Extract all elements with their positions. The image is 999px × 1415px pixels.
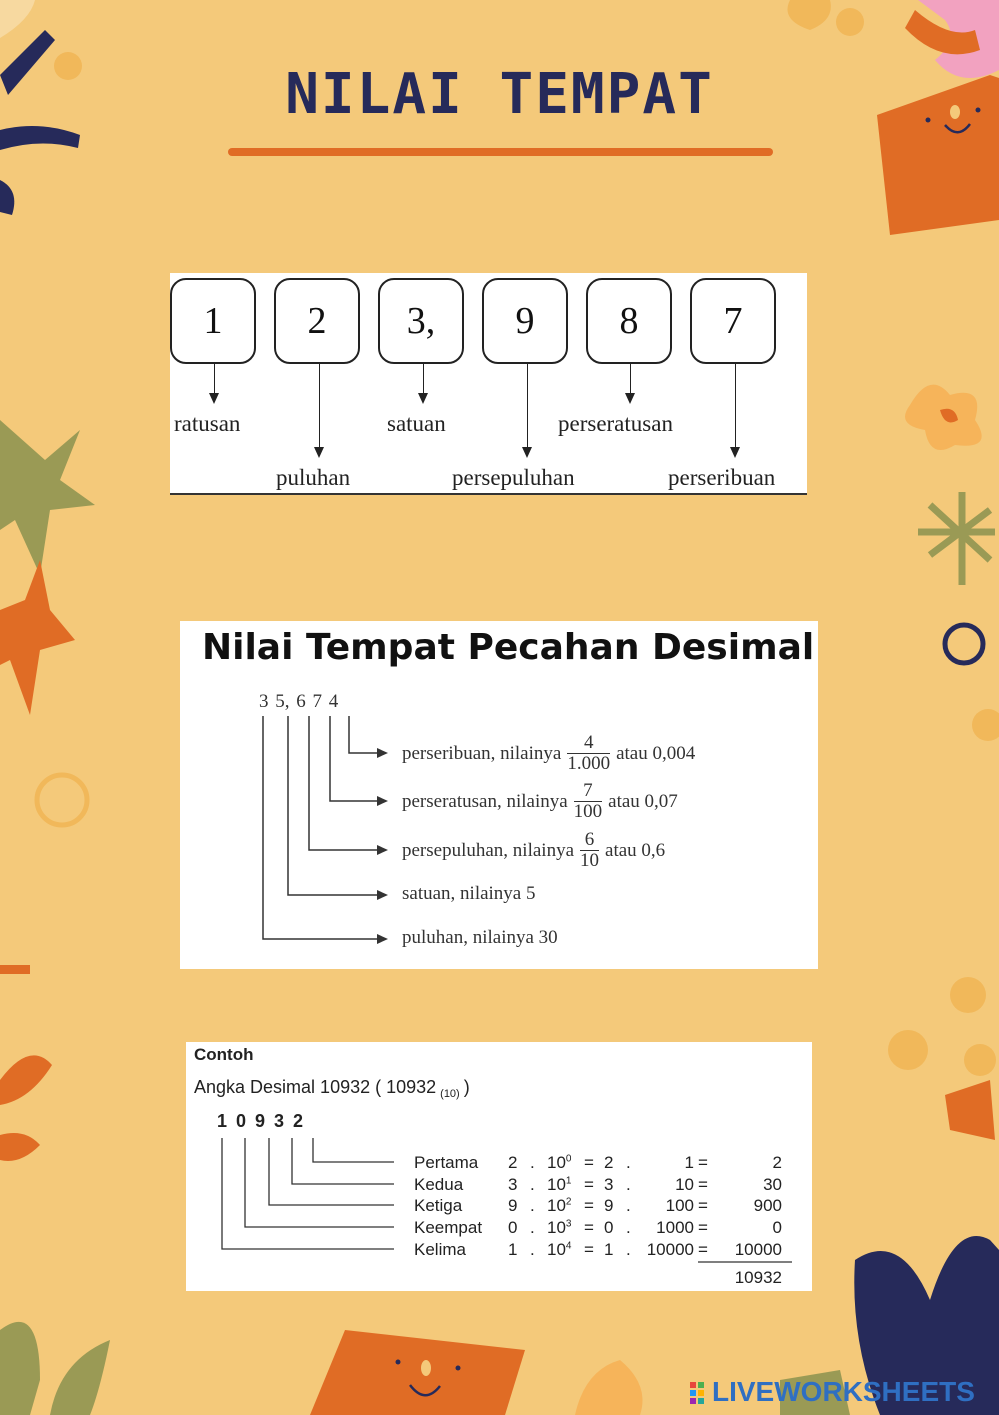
power-value: 10000 (646, 1240, 694, 1259)
decimal-number: 3 5, 6 7 4 (259, 691, 339, 712)
row-digit-2: 2 (604, 1153, 614, 1172)
row-suffix: atau 0,07 (608, 790, 678, 812)
arrow (423, 364, 424, 402)
base-ten: 10 (547, 1240, 566, 1259)
subtitle-subscript: (10) (440, 1088, 460, 1100)
row-suffix: atau 0,6 (605, 839, 666, 861)
decimal-row (402, 733, 695, 774)
decimal-place-value-diagram (180, 621, 818, 969)
exponent: 0 (565, 1153, 572, 1165)
power-base (547, 1240, 571, 1260)
row-digit: 3 (508, 1175, 518, 1194)
place-value-diagram (170, 273, 807, 495)
row-result: 2 (772, 1153, 782, 1172)
power-base (547, 1218, 571, 1238)
exponent: 2 (565, 1196, 572, 1208)
equals: = (698, 1240, 708, 1259)
place-label: perseratusan (558, 411, 673, 436)
row-digit: 9 (508, 1196, 518, 1215)
numerator: 6 (580, 830, 599, 851)
row-name: Keempat (414, 1218, 483, 1237)
subtitle-end: ) (463, 1077, 470, 1097)
row-digit-2: 9 (604, 1196, 614, 1215)
row-name: Pertama (414, 1153, 479, 1172)
exponent: 3 (565, 1218, 572, 1230)
dot: . (626, 1153, 631, 1172)
base-ten: 10 (547, 1153, 566, 1172)
row-digit: 2 (508, 1153, 518, 1172)
equals: = (698, 1218, 708, 1237)
arrow (735, 364, 736, 456)
power-value: 10 (675, 1175, 694, 1194)
fraction (580, 830, 599, 871)
row-digit-2: 3 (604, 1175, 614, 1194)
dot: . (626, 1218, 631, 1237)
power-value: 100 (665, 1196, 694, 1215)
fraction (574, 781, 603, 822)
row-text: persepuluhan, nilainya (402, 839, 575, 861)
digit-box: 9 (482, 278, 568, 364)
equals: = (698, 1196, 708, 1215)
row-result: 0 (772, 1218, 782, 1237)
place-label: satuan (387, 411, 446, 436)
base-ten: 10 (547, 1175, 566, 1194)
dot: . (626, 1196, 631, 1215)
row-name: Ketiga (414, 1196, 463, 1215)
equals: = (584, 1218, 594, 1237)
equals: = (584, 1175, 594, 1194)
row-name: Kedua (414, 1175, 464, 1194)
dot: . (530, 1196, 535, 1215)
digit-box: 8 (586, 278, 672, 364)
exponent: 4 (565, 1240, 572, 1252)
row-digit: 0 (508, 1218, 518, 1237)
dot: . (530, 1240, 535, 1259)
equals: = (698, 1175, 708, 1194)
decimal-row: puluhan, nilainya 30 (402, 927, 558, 948)
row-result: 10000 (734, 1240, 782, 1259)
logo-icon (690, 1380, 712, 1404)
base-ten: 10 (547, 1218, 566, 1237)
divider (170, 493, 807, 495)
total-result: 10932 (734, 1268, 782, 1287)
equals: = (584, 1196, 594, 1215)
dot: . (530, 1175, 535, 1194)
power-value: 1 (684, 1153, 694, 1172)
page-title: NILAI TEMPAT (285, 62, 714, 127)
power-value: 1000 (656, 1218, 694, 1237)
digit-box: 2 (274, 278, 360, 364)
numerator: 7 (574, 781, 603, 802)
denominator: 10 (580, 850, 600, 871)
place-label: puluhan (276, 465, 351, 490)
row-name: Kelima (414, 1240, 466, 1259)
row-text: perseratusan, nilainya (402, 790, 568, 812)
power-base (547, 1153, 571, 1173)
row-result: 900 (753, 1196, 782, 1215)
power-base (547, 1196, 571, 1216)
arrow (214, 364, 215, 402)
example-label: Contoh (194, 1045, 254, 1064)
row-text: perseribuan, nilainya (402, 742, 562, 764)
place-label: persepuluhan (452, 465, 575, 490)
decimal-row: satuan, nilainya 5 (402, 883, 536, 904)
exponent: 1 (565, 1175, 572, 1187)
row-result: 30 (763, 1175, 782, 1194)
row-digit: 1 (508, 1240, 518, 1259)
liveworksheets-logo (690, 1376, 975, 1408)
arrow (527, 364, 528, 456)
denominator: 100 (573, 801, 603, 822)
diagram-heading: Nilai Tempat Pecahan Desimal (202, 627, 815, 668)
decimal-row (402, 781, 678, 822)
row-digit-2: 0 (604, 1218, 614, 1237)
digit-box: 1 (170, 278, 256, 364)
digit-box: 7 (690, 278, 776, 364)
numerator: 4 (567, 733, 610, 754)
dot: . (626, 1240, 631, 1259)
equals: = (698, 1153, 708, 1172)
row-suffix: atau 0,004 (616, 742, 696, 764)
example-digits: 1 0 9 3 2 (217, 1111, 304, 1131)
arrow (319, 364, 320, 456)
row-digit-2: 1 (604, 1240, 614, 1259)
logo-text: LIVEWORKSHEETS (712, 1376, 975, 1407)
dot: . (530, 1218, 535, 1237)
example-card (186, 1042, 812, 1291)
digit-box: 3, (378, 278, 464, 364)
power-base (547, 1175, 571, 1195)
arrow (630, 364, 631, 402)
place-label: perseribuan (668, 465, 776, 490)
equals: = (584, 1240, 594, 1259)
place-label: ratusan (174, 411, 241, 436)
base-ten: 10 (547, 1196, 566, 1215)
denominator: 1.000 (567, 753, 611, 774)
fraction (567, 733, 610, 774)
dot: . (530, 1153, 535, 1172)
subtitle-text: Angka Desimal 10932 ( 10932 (194, 1077, 437, 1097)
equals: = (584, 1153, 594, 1172)
dot: . (626, 1175, 631, 1194)
decimal-row (402, 830, 665, 871)
title-underline (228, 148, 773, 156)
